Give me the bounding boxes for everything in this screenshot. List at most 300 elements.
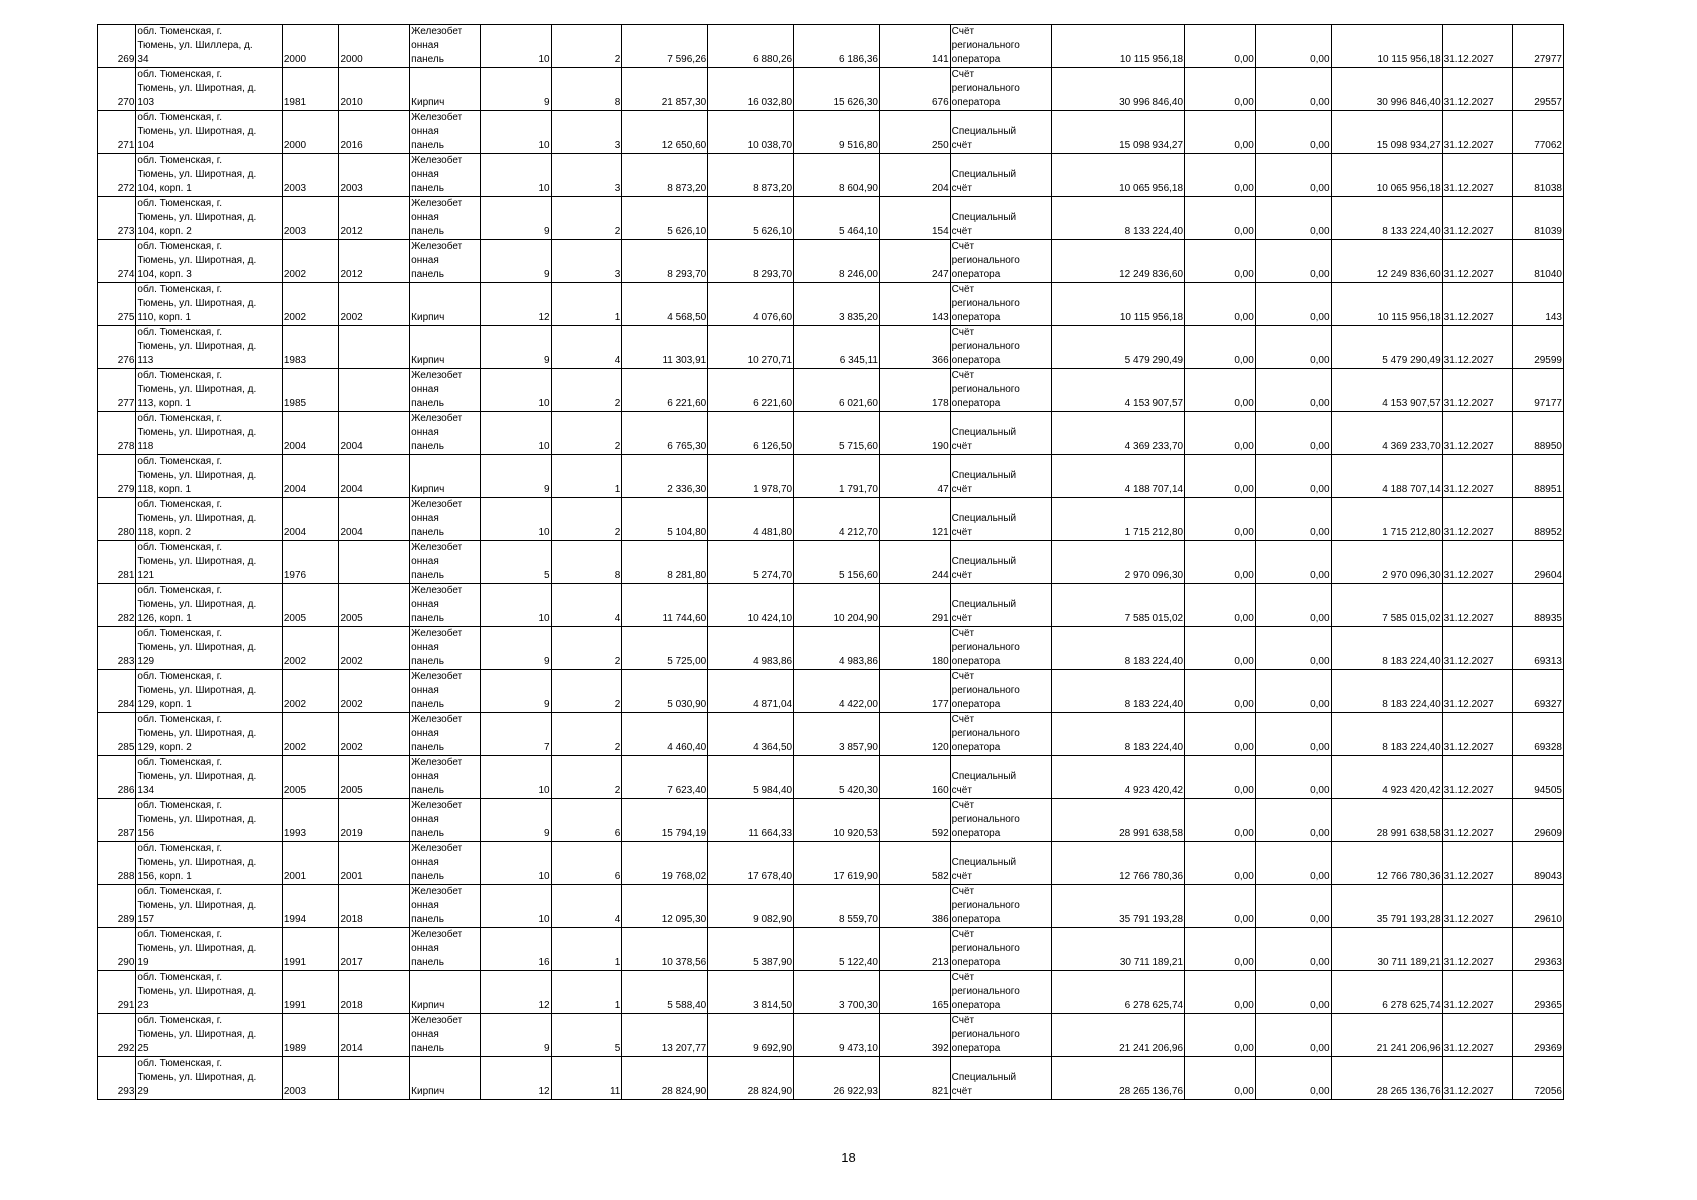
cell-planned-cost: 8 133 224,40	[1051, 197, 1184, 240]
cell-house-id: 29365	[1513, 971, 1564, 1014]
cell-planned-cost: 21 241 206,96	[1051, 1014, 1184, 1057]
cell-house-id: 97177	[1513, 369, 1564, 412]
cell-total-area: 6 221,60	[622, 369, 708, 412]
cell-row-number: 276	[98, 326, 136, 369]
cell-address: обл. Тюменская, г. Тюмень, ул. Широтная, д. 156	[136, 799, 282, 842]
cell-floors: 10	[480, 154, 551, 197]
cell-subsidy-regional: 0,00	[1255, 1014, 1331, 1057]
cell-planned-cost: 4 153 907,57	[1051, 369, 1184, 412]
cell-planned-cost: 4 188 707,14	[1051, 455, 1184, 498]
cell-living-area: 3 814,50	[708, 971, 794, 1014]
cell-wall-material: Железобет онная панель	[410, 541, 481, 584]
cell-address: обл. Тюменская, г. Тюмень, ул. Широтная, д. 110, корп. 1	[136, 283, 282, 326]
cell-total-cost: 28 265 136,76	[1331, 1057, 1442, 1100]
cell-subsidy-federal: 0,00	[1185, 283, 1256, 326]
cell-total-cost: 10 065 956,18	[1331, 154, 1442, 197]
cell-floors: 5	[480, 541, 551, 584]
cell-total-cost: 8 183 224,40	[1331, 670, 1442, 713]
cell-living-area: 28 824,90	[708, 1057, 794, 1100]
cell-total-cost: 4 923 420,42	[1331, 756, 1442, 799]
cell-subsidy-regional: 0,00	[1255, 756, 1331, 799]
cell-fund-method: Счёт регионального оператора	[950, 68, 1051, 111]
cell-living-area: 4 364,50	[708, 713, 794, 756]
cell-row-number: 285	[98, 713, 136, 756]
cell-row-number: 274	[98, 240, 136, 283]
cell-total-area: 15 794,19	[622, 799, 708, 842]
cell-wall-material: Железобет онная панель	[410, 369, 481, 412]
cell-fund-method: Специальный счёт	[950, 756, 1051, 799]
cell-total-area: 8 281,80	[622, 541, 708, 584]
cell-subsidy-regional: 0,00	[1255, 842, 1331, 885]
cell-fund-method: Специальный счёт	[950, 498, 1051, 541]
cell-year-renovated	[339, 326, 410, 369]
cell-total-cost: 12 766 780,36	[1331, 842, 1442, 885]
cell-subsidy-regional: 0,00	[1255, 541, 1331, 584]
cell-living-area: 10 038,70	[708, 111, 794, 154]
cell-fund-method: Специальный счёт	[950, 842, 1051, 885]
cell-residents: 47	[879, 455, 950, 498]
cell-row-number: 289	[98, 885, 136, 928]
cell-house-id: 69327	[1513, 670, 1564, 713]
cell-residential-area: 5 122,40	[794, 928, 880, 971]
cell-residential-area: 6 186,36	[794, 25, 880, 68]
cell-address: обл. Тюменская, г. Тюмень, ул. Широтная, д. 156, корп. 1	[136, 842, 282, 885]
cell-entrances: 2	[551, 627, 622, 670]
cell-entrances: 1	[551, 283, 622, 326]
cell-subsidy-regional: 0,00	[1255, 326, 1331, 369]
cell-floors: 9	[480, 670, 551, 713]
cell-entrances: 2	[551, 25, 622, 68]
cell-address: обл. Тюменская, г. Тюмень, ул. Широтная, д. 113, корп. 1	[136, 369, 282, 412]
cell-entrances: 4	[551, 584, 622, 627]
cell-residents: 244	[879, 541, 950, 584]
cell-year-built: 1983	[282, 326, 339, 369]
table-row	[98, 154, 1564, 197]
housing-register-table	[97, 24, 1564, 1100]
cell-deadline: 31.12.2027	[1442, 584, 1513, 627]
cell-living-area: 8 873,20	[708, 154, 794, 197]
cell-planned-cost: 7 585 015,02	[1051, 584, 1184, 627]
cell-year-renovated: 2005	[339, 756, 410, 799]
cell-entrances: 1	[551, 455, 622, 498]
cell-wall-material: Железобет онная панель	[410, 154, 481, 197]
cell-planned-cost: 6 278 625,74	[1051, 971, 1184, 1014]
cell-row-number: 282	[98, 584, 136, 627]
cell-house-id: 88951	[1513, 455, 1564, 498]
cell-year-built: 2004	[282, 455, 339, 498]
cell-subsidy-federal: 0,00	[1185, 111, 1256, 154]
cell-floors: 10	[480, 498, 551, 541]
cell-total-area: 7 596,26	[622, 25, 708, 68]
cell-fund-method: Счёт регионального оператора	[950, 25, 1051, 68]
cell-fund-method: Счёт регионального оператора	[950, 283, 1051, 326]
cell-address: обл. Тюменская, г. Тюмень, ул. Шиллера, д. 34	[136, 25, 282, 68]
cell-address: обл. Тюменская, г. Тюмень, ул. Широтная, д. 104, корп. 1	[136, 154, 282, 197]
cell-year-built: 1993	[282, 799, 339, 842]
cell-subsidy-federal: 0,00	[1185, 498, 1256, 541]
cell-floors: 16	[480, 928, 551, 971]
cell-residents: 143	[879, 283, 950, 326]
cell-year-built: 2004	[282, 412, 339, 455]
cell-house-id: 88952	[1513, 498, 1564, 541]
cell-residential-area: 4 983,86	[794, 627, 880, 670]
cell-subsidy-federal: 0,00	[1185, 541, 1256, 584]
cell-total-cost: 2 970 096,30	[1331, 541, 1442, 584]
cell-year-renovated: 2012	[339, 197, 410, 240]
cell-fund-method: Счёт регионального оператора	[950, 240, 1051, 283]
table-row	[98, 670, 1564, 713]
table-row	[98, 25, 1564, 68]
cell-floors: 9	[480, 68, 551, 111]
cell-entrances: 2	[551, 412, 622, 455]
cell-residents: 165	[879, 971, 950, 1014]
cell-residential-area: 9 516,80	[794, 111, 880, 154]
cell-fund-method: Специальный счёт	[950, 197, 1051, 240]
cell-floors: 9	[480, 627, 551, 670]
cell-living-area: 17 678,40	[708, 842, 794, 885]
cell-row-number: 278	[98, 412, 136, 455]
cell-wall-material: Железобет онная панель	[410, 799, 481, 842]
cell-planned-cost: 15 098 934,27	[1051, 111, 1184, 154]
cell-year-renovated: 2010	[339, 68, 410, 111]
cell-wall-material: Железобет онная панель	[410, 111, 481, 154]
cell-floors: 7	[480, 713, 551, 756]
cell-wall-material: Железобет онная панель	[410, 928, 481, 971]
cell-deadline: 31.12.2027	[1442, 885, 1513, 928]
cell-address: обл. Тюменская, г. Тюмень, ул. Широтная, д. 134	[136, 756, 282, 799]
cell-address: обл. Тюменская, г. Тюмень, ул. Широтная, д. 129, корп. 2	[136, 713, 282, 756]
cell-year-renovated: 2019	[339, 799, 410, 842]
cell-year-renovated	[339, 541, 410, 584]
cell-house-id: 81040	[1513, 240, 1564, 283]
cell-subsidy-federal: 0,00	[1185, 842, 1256, 885]
table-row	[98, 326, 1564, 369]
cell-year-renovated: 2002	[339, 627, 410, 670]
cell-total-area: 21 857,30	[622, 68, 708, 111]
cell-living-area: 5 984,40	[708, 756, 794, 799]
cell-subsidy-federal: 0,00	[1185, 68, 1256, 111]
cell-address: обл. Тюменская, г. Тюмень, ул. Широтная, д. 103	[136, 68, 282, 111]
cell-year-built: 2002	[282, 283, 339, 326]
cell-living-area: 1 978,70	[708, 455, 794, 498]
cell-year-renovated: 2002	[339, 670, 410, 713]
cell-deadline: 31.12.2027	[1442, 928, 1513, 971]
cell-address: обл. Тюменская, г. Тюмень, ул. Широтная, д. 157	[136, 885, 282, 928]
cell-fund-method: Специальный счёт	[950, 412, 1051, 455]
cell-total-cost: 4 188 707,14	[1331, 455, 1442, 498]
cell-floors: 10	[480, 756, 551, 799]
cell-planned-cost: 10 115 956,18	[1051, 25, 1184, 68]
cell-deadline: 31.12.2027	[1442, 627, 1513, 670]
cell-floors: 12	[480, 971, 551, 1014]
cell-year-built: 2000	[282, 111, 339, 154]
cell-address: обл. Тюменская, г. Тюмень, ул. Широтная, д. 118, корп. 1	[136, 455, 282, 498]
cell-row-number: 291	[98, 971, 136, 1014]
cell-wall-material: Железобет онная панель	[410, 25, 481, 68]
cell-deadline: 31.12.2027	[1442, 68, 1513, 111]
table-row	[98, 928, 1564, 971]
cell-wall-material: Железобет онная панель	[410, 842, 481, 885]
cell-year-built: 1989	[282, 1014, 339, 1057]
cell-planned-cost: 30 996 846,40	[1051, 68, 1184, 111]
cell-entrances: 3	[551, 111, 622, 154]
cell-address: обл. Тюменская, г. Тюмень, ул. Широтная, д. 118, корп. 2	[136, 498, 282, 541]
cell-year-renovated: 2018	[339, 885, 410, 928]
cell-total-area: 11 303,91	[622, 326, 708, 369]
cell-planned-cost: 12 249 836,60	[1051, 240, 1184, 283]
cell-year-built: 2001	[282, 842, 339, 885]
table-row	[98, 68, 1564, 111]
table-row	[98, 498, 1564, 541]
cell-residents: 392	[879, 1014, 950, 1057]
cell-residential-area: 5 156,60	[794, 541, 880, 584]
cell-subsidy-federal: 0,00	[1185, 670, 1256, 713]
cell-total-area: 4 460,40	[622, 713, 708, 756]
cell-year-renovated: 2000	[339, 25, 410, 68]
cell-subsidy-regional: 0,00	[1255, 283, 1331, 326]
cell-subsidy-regional: 0,00	[1255, 68, 1331, 111]
cell-total-area: 5 104,80	[622, 498, 708, 541]
cell-house-id: 29609	[1513, 799, 1564, 842]
cell-subsidy-regional: 0,00	[1255, 584, 1331, 627]
cell-subsidy-federal: 0,00	[1185, 971, 1256, 1014]
cell-row-number: 286	[98, 756, 136, 799]
cell-residents: 250	[879, 111, 950, 154]
cell-floors: 10	[480, 842, 551, 885]
cell-subsidy-federal: 0,00	[1185, 154, 1256, 197]
table-row	[98, 1057, 1564, 1100]
cell-entrances: 3	[551, 154, 622, 197]
cell-year-built: 1976	[282, 541, 339, 584]
cell-total-area: 2 336,30	[622, 455, 708, 498]
cell-entrances: 6	[551, 799, 622, 842]
cell-total-cost: 6 278 625,74	[1331, 971, 1442, 1014]
cell-entrances: 2	[551, 197, 622, 240]
cell-wall-material: Железобет онная панель	[410, 627, 481, 670]
cell-house-id: 89043	[1513, 842, 1564, 885]
cell-living-area: 10 424,10	[708, 584, 794, 627]
cell-house-id: 29557	[1513, 68, 1564, 111]
cell-year-renovated: 2004	[339, 455, 410, 498]
cell-deadline: 31.12.2027	[1442, 326, 1513, 369]
cell-total-cost: 5 479 290,49	[1331, 326, 1442, 369]
cell-entrances: 1	[551, 971, 622, 1014]
cell-wall-material: Железобет онная панель	[410, 498, 481, 541]
cell-residents: 178	[879, 369, 950, 412]
cell-total-cost: 8 133 224,40	[1331, 197, 1442, 240]
cell-residential-area: 5 464,10	[794, 197, 880, 240]
cell-year-built: 2002	[282, 627, 339, 670]
cell-year-built: 1991	[282, 928, 339, 971]
cell-subsidy-regional: 0,00	[1255, 455, 1331, 498]
cell-entrances: 4	[551, 885, 622, 928]
cell-deadline: 31.12.2027	[1442, 971, 1513, 1014]
cell-subsidy-federal: 0,00	[1185, 1014, 1256, 1057]
cell-fund-method: Специальный счёт	[950, 111, 1051, 154]
cell-total-area: 5 030,90	[622, 670, 708, 713]
cell-floors: 12	[480, 1057, 551, 1100]
cell-planned-cost: 28 265 136,76	[1051, 1057, 1184, 1100]
cell-year-renovated: 2002	[339, 713, 410, 756]
cell-planned-cost: 30 711 189,21	[1051, 928, 1184, 971]
cell-living-area: 5 274,70	[708, 541, 794, 584]
cell-subsidy-regional: 0,00	[1255, 627, 1331, 670]
cell-year-built: 2003	[282, 197, 339, 240]
cell-floors: 10	[480, 584, 551, 627]
cell-deadline: 31.12.2027	[1442, 498, 1513, 541]
cell-deadline: 31.12.2027	[1442, 842, 1513, 885]
cell-living-area: 6 221,60	[708, 369, 794, 412]
cell-house-id: 29599	[1513, 326, 1564, 369]
cell-fund-method: Счёт регионального оператора	[950, 713, 1051, 756]
cell-deadline: 31.12.2027	[1442, 756, 1513, 799]
table-row	[98, 197, 1564, 240]
cell-planned-cost: 8 183 224,40	[1051, 670, 1184, 713]
cell-entrances: 8	[551, 68, 622, 111]
cell-row-number: 277	[98, 369, 136, 412]
cell-fund-method: Специальный счёт	[950, 1057, 1051, 1100]
cell-year-renovated: 2018	[339, 971, 410, 1014]
cell-residential-area: 5 715,60	[794, 412, 880, 455]
cell-row-number: 271	[98, 111, 136, 154]
cell-subsidy-regional: 0,00	[1255, 25, 1331, 68]
cell-fund-method: Специальный счёт	[950, 584, 1051, 627]
cell-address: обл. Тюменская, г. Тюмень, ул. Широтная, д. 19	[136, 928, 282, 971]
cell-floors: 12	[480, 283, 551, 326]
cell-entrances: 5	[551, 1014, 622, 1057]
cell-address: обл. Тюменская, г. Тюмень, ул. Широтная, д. 29	[136, 1057, 282, 1100]
cell-residents: 121	[879, 498, 950, 541]
cell-house-id: 88950	[1513, 412, 1564, 455]
cell-living-area: 4 076,60	[708, 283, 794, 326]
cell-row-number: 290	[98, 928, 136, 971]
cell-entrances: 2	[551, 369, 622, 412]
cell-living-area: 6 880,26	[708, 25, 794, 68]
cell-wall-material: Железобет онная панель	[410, 885, 481, 928]
cell-fund-method: Специальный счёт	[950, 541, 1051, 584]
cell-residents: 592	[879, 799, 950, 842]
cell-fund-method: Счёт регионального оператора	[950, 928, 1051, 971]
cell-total-cost: 4 369 233,70	[1331, 412, 1442, 455]
cell-deadline: 31.12.2027	[1442, 369, 1513, 412]
cell-total-area: 5 725,00	[622, 627, 708, 670]
cell-deadline: 31.12.2027	[1442, 197, 1513, 240]
cell-total-cost: 10 115 956,18	[1331, 283, 1442, 326]
cell-total-cost: 4 153 907,57	[1331, 369, 1442, 412]
cell-subsidy-federal: 0,00	[1185, 25, 1256, 68]
cell-house-id: 94505	[1513, 756, 1564, 799]
cell-total-area: 7 623,40	[622, 756, 708, 799]
cell-year-renovated	[339, 1057, 410, 1100]
cell-floors: 9	[480, 326, 551, 369]
cell-planned-cost: 5 479 290,49	[1051, 326, 1184, 369]
cell-fund-method: Счёт регионального оператора	[950, 369, 1051, 412]
cell-address: обл. Тюменская, г. Тюмень, ул. Широтная, д. 126, корп. 1	[136, 584, 282, 627]
cell-total-area: 13 207,77	[622, 1014, 708, 1057]
cell-residential-area: 6 345,11	[794, 326, 880, 369]
cell-row-number: 269	[98, 25, 136, 68]
cell-living-area: 9 692,90	[708, 1014, 794, 1057]
cell-living-area: 6 126,50	[708, 412, 794, 455]
table-row	[98, 799, 1564, 842]
cell-residents: 291	[879, 584, 950, 627]
cell-fund-method: Счёт регионального оператора	[950, 885, 1051, 928]
cell-residents: 213	[879, 928, 950, 971]
cell-entrances: 2	[551, 713, 622, 756]
cell-house-id: 69328	[1513, 713, 1564, 756]
cell-subsidy-federal: 0,00	[1185, 928, 1256, 971]
cell-fund-method: Счёт регионального оператора	[950, 670, 1051, 713]
cell-subsidy-federal: 0,00	[1185, 713, 1256, 756]
cell-subsidy-federal: 0,00	[1185, 584, 1256, 627]
cell-year-renovated: 2001	[339, 842, 410, 885]
cell-year-renovated: 2016	[339, 111, 410, 154]
cell-total-area: 28 824,90	[622, 1057, 708, 1100]
cell-entrances: 4	[551, 326, 622, 369]
cell-planned-cost: 1 715 212,80	[1051, 498, 1184, 541]
table-row	[98, 455, 1564, 498]
cell-total-cost: 15 098 934,27	[1331, 111, 1442, 154]
cell-floors: 9	[480, 1014, 551, 1057]
cell-planned-cost: 35 791 193,28	[1051, 885, 1184, 928]
table-body	[98, 25, 1564, 1100]
cell-address: обл. Тюменская, г. Тюмень, ул. Широтная, д. 121	[136, 541, 282, 584]
cell-subsidy-regional: 0,00	[1255, 412, 1331, 455]
cell-residents: 386	[879, 885, 950, 928]
table-row	[98, 713, 1564, 756]
cell-living-area: 9 082,90	[708, 885, 794, 928]
cell-planned-cost: 10 065 956,18	[1051, 154, 1184, 197]
table-row	[98, 111, 1564, 154]
cell-deadline: 31.12.2027	[1442, 240, 1513, 283]
cell-residential-area: 15 626,30	[794, 68, 880, 111]
cell-residential-area: 8 559,70	[794, 885, 880, 928]
cell-fund-method: Счёт регионального оператора	[950, 1014, 1051, 1057]
cell-subsidy-federal: 0,00	[1185, 412, 1256, 455]
cell-subsidy-federal: 0,00	[1185, 885, 1256, 928]
cell-year-renovated: 2004	[339, 498, 410, 541]
cell-subsidy-regional: 0,00	[1255, 928, 1331, 971]
cell-living-area: 5 626,10	[708, 197, 794, 240]
cell-subsidy-regional: 0,00	[1255, 240, 1331, 283]
cell-address: обл. Тюменская, г. Тюмень, ул. Широтная, д. 104, корп. 2	[136, 197, 282, 240]
cell-address: обл. Тюменская, г. Тюмень, ул. Широтная, д. 118	[136, 412, 282, 455]
cell-year-renovated	[339, 369, 410, 412]
cell-subsidy-federal: 0,00	[1185, 326, 1256, 369]
cell-fund-method: Счёт регионального оператора	[950, 627, 1051, 670]
cell-fund-method: Счёт регионального оператора	[950, 971, 1051, 1014]
cell-residential-area: 8 246,00	[794, 240, 880, 283]
cell-row-number: 279	[98, 455, 136, 498]
cell-residential-area: 4 212,70	[794, 498, 880, 541]
cell-total-area: 12 650,60	[622, 111, 708, 154]
cell-residential-area: 10 204,90	[794, 584, 880, 627]
cell-year-built: 2002	[282, 670, 339, 713]
cell-residential-area: 6 021,60	[794, 369, 880, 412]
cell-residents: 177	[879, 670, 950, 713]
cell-year-built: 2003	[282, 154, 339, 197]
cell-year-renovated: 2003	[339, 154, 410, 197]
cell-total-area: 5 588,40	[622, 971, 708, 1014]
cell-address: обл. Тюменская, г. Тюмень, ул. Широтная, д. 129	[136, 627, 282, 670]
cell-row-number: 284	[98, 670, 136, 713]
cell-entrances: 2	[551, 670, 622, 713]
cell-residential-area: 5 420,30	[794, 756, 880, 799]
cell-residents: 247	[879, 240, 950, 283]
cell-total-area: 12 095,30	[622, 885, 708, 928]
cell-year-renovated: 2005	[339, 584, 410, 627]
cell-year-built: 2005	[282, 584, 339, 627]
